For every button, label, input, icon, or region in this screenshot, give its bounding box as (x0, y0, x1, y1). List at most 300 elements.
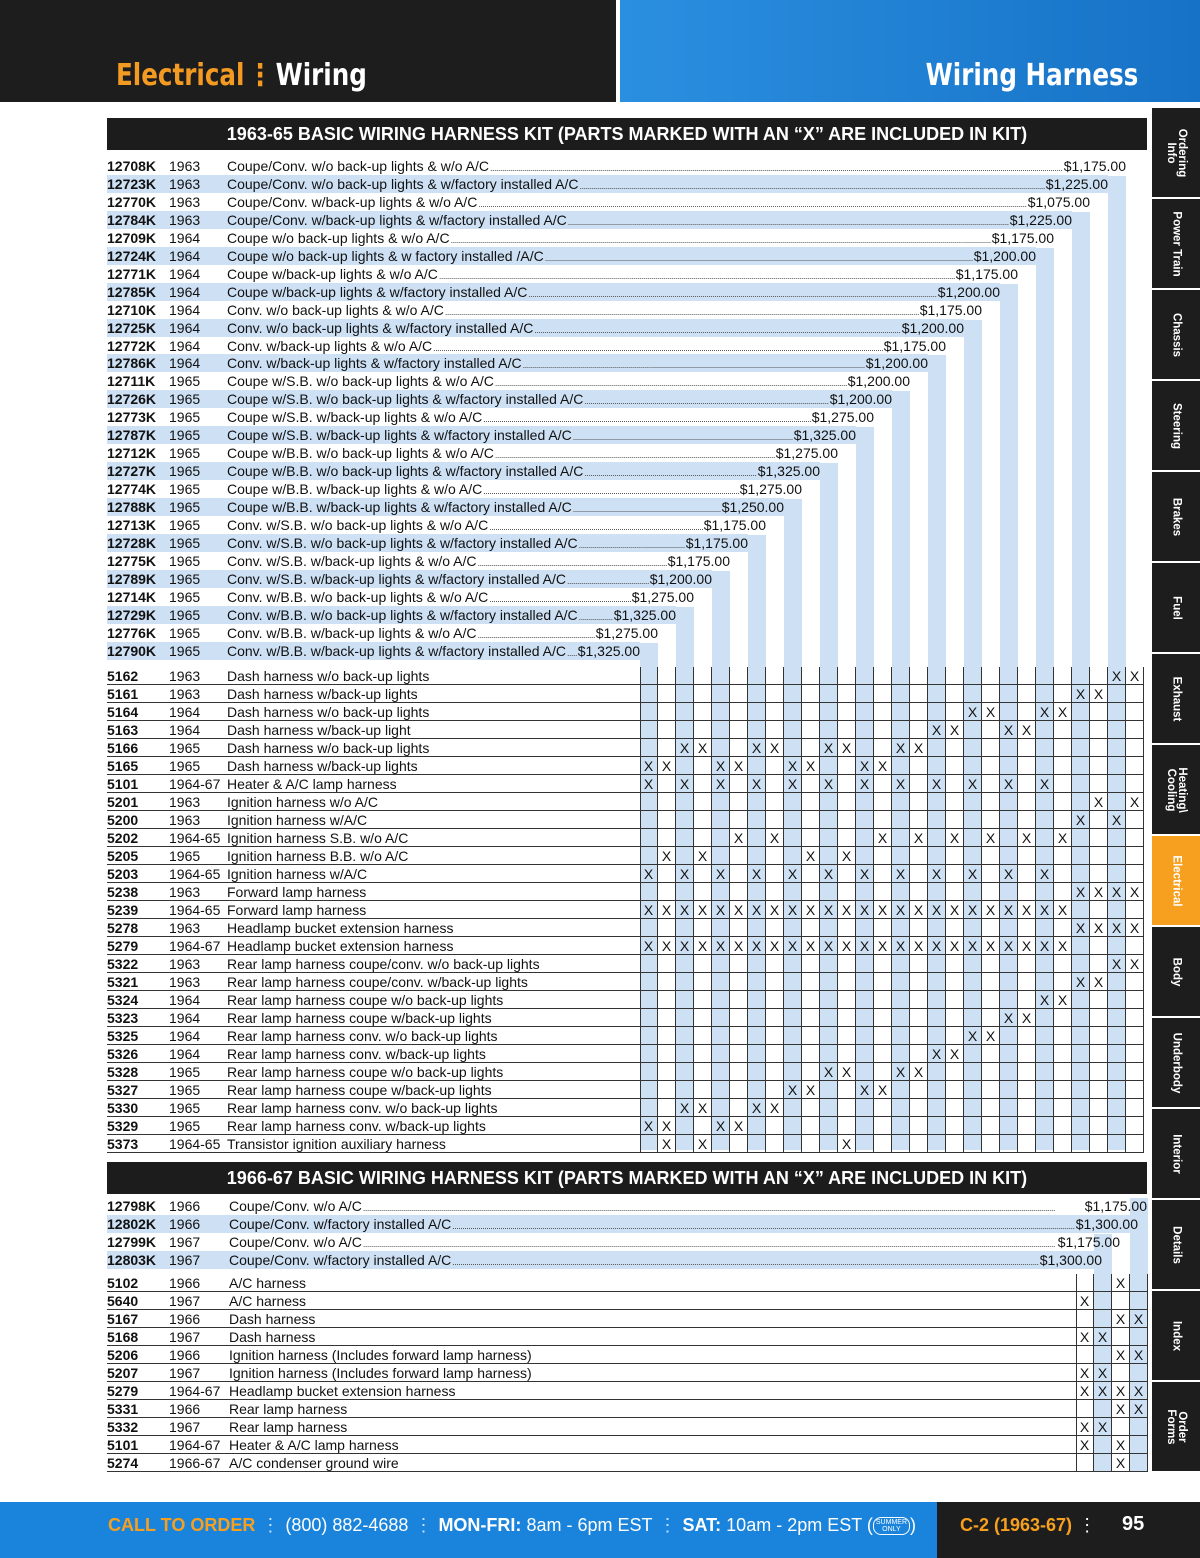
kit-cell (982, 685, 1000, 703)
kit-cell (694, 793, 712, 811)
kit-row (107, 265, 1018, 283)
kit-cell (712, 721, 730, 739)
kit-part-number: 12802K (107, 1216, 157, 1232)
kit-part-number: 12710K (107, 301, 157, 318)
kit-price: $1,225.00 (1009, 211, 1072, 228)
kit-cell (1000, 703, 1018, 721)
part-number: 5162 (107, 668, 139, 684)
dot-leader (567, 642, 577, 660)
kit-row (107, 1215, 1138, 1233)
kit-cell (874, 991, 892, 1009)
kit-cell (1000, 739, 1018, 757)
part-number: 5164 (107, 704, 139, 720)
included-mark: X (982, 829, 1000, 847)
kit-cell (1126, 703, 1144, 721)
kit-cell (748, 811, 766, 829)
kit-cell (766, 847, 784, 865)
kit-cell (856, 1117, 874, 1135)
kit-cell (1018, 1117, 1036, 1135)
included-mark: X (1054, 703, 1072, 721)
kit-cell (1018, 955, 1036, 973)
kit-cell (1108, 937, 1126, 955)
included-mark: X (1126, 919, 1144, 937)
kit-cell (820, 667, 838, 685)
kit-cell (640, 793, 658, 811)
sidebar-tab[interactable] (1152, 381, 1200, 472)
kit-cell (766, 1063, 784, 1081)
included-mark: X (784, 1081, 802, 1099)
kit-cell (676, 811, 694, 829)
included-mark: X (910, 937, 928, 955)
included-mark: X (640, 937, 658, 955)
kit-cell (1126, 739, 1144, 757)
page-title: Wiring Harness (925, 58, 1138, 93)
kit-cell (1108, 865, 1126, 883)
kit-cell (802, 883, 820, 901)
kit-cell (910, 793, 928, 811)
dot-leader (534, 319, 900, 337)
kit-cell (784, 1117, 802, 1135)
kit-cell (730, 793, 748, 811)
kit-cell (1108, 757, 1126, 775)
kit-desc-text: Conv. w/B.B. w/back-up lights & w/o A/C (227, 624, 477, 641)
kit-cell (928, 1117, 946, 1135)
kit-year: 1965 (169, 588, 201, 605)
kit-cell (1054, 1063, 1072, 1081)
part-year: 1964-65 (169, 866, 221, 882)
kit-cell (694, 1009, 712, 1027)
kit-cell (946, 1063, 964, 1081)
kit-cell (820, 1081, 838, 1099)
sidebar-tab[interactable] (1152, 1018, 1200, 1109)
kit-cell (892, 1099, 910, 1117)
kit-cell (1000, 793, 1018, 811)
part-number: 5325 (107, 1028, 139, 1044)
kit-cell (694, 667, 712, 685)
included-mark: X (694, 847, 712, 865)
included-mark: X (928, 721, 946, 739)
kit-cell (712, 847, 730, 865)
kit-cell (874, 973, 892, 991)
dot-leader (568, 211, 1009, 229)
kit-cell (784, 1099, 802, 1117)
kit-cell (838, 685, 856, 703)
grid-left-border (640, 667, 641, 1153)
kit-year: 1965 (169, 624, 201, 641)
part-description: Rear lamp harness conv. w/back-up lights (227, 1046, 486, 1062)
kit-cell (982, 919, 1000, 937)
included-mark: X (658, 901, 676, 919)
kit-cell (1108, 991, 1126, 1009)
kit-cell (1126, 829, 1144, 847)
included-mark: X (1112, 1400, 1130, 1418)
part-description: Dash harness (229, 1311, 316, 1327)
kit-cell (694, 1027, 712, 1045)
kit-cell (748, 955, 766, 973)
kit-cell (982, 757, 1000, 775)
kit-cell (784, 667, 802, 685)
kit-cell (676, 1063, 694, 1081)
kit-description (227, 319, 964, 337)
kit-price: $1,175.00 (883, 337, 946, 354)
kit-part-number: 12724K (107, 247, 157, 264)
part-year: 1964-67 (169, 938, 221, 954)
kit-desc-text: Coupe w/S.B. w/o back-up lights & w/o A/C (227, 373, 494, 390)
included-mark: X (658, 847, 676, 865)
kit-cell (676, 847, 694, 865)
included-mark: X (946, 901, 964, 919)
included-mark: X (856, 901, 874, 919)
part-description: Ignition harness w/A/C (227, 812, 368, 828)
kit-description (227, 175, 1108, 193)
part-number: 5207 (107, 1365, 139, 1381)
kit-cell (838, 883, 856, 901)
kit-cell (1054, 757, 1072, 775)
kit-part-number: 12772K (107, 337, 157, 354)
summer-text: SUMMER (875, 1519, 908, 1527)
included-mark: X (676, 937, 694, 955)
kit-cell (1054, 739, 1072, 757)
included-mark: X (748, 865, 766, 883)
kit-description (227, 301, 982, 319)
sidebar-tab[interactable] (1152, 1382, 1200, 1473)
kit-cell (676, 829, 694, 847)
part-row (107, 1400, 1148, 1418)
kit-cell (694, 973, 712, 991)
kit-part-number: 12728K (107, 534, 157, 551)
part-row (107, 1328, 1148, 1346)
kit-cell (1054, 685, 1072, 703)
kit-description (227, 390, 892, 408)
kit-part-number: 12713K (107, 517, 157, 533)
kit-cell (784, 847, 802, 865)
kit-cell (1018, 703, 1036, 721)
sidebar-tab[interactable] (1152, 1200, 1200, 1291)
kit-cell (1090, 1117, 1108, 1135)
kit-cell (856, 1135, 874, 1153)
kit-cell (784, 829, 802, 847)
kit-desc-text: Coupe w/o back-up lights & w/o A/C (227, 229, 450, 246)
kit-cell (676, 703, 694, 721)
kit-cell (856, 721, 874, 739)
kit-cell (1036, 1045, 1054, 1063)
kit-cell (982, 1009, 1000, 1027)
part-row (107, 1274, 1148, 1292)
sidebar-tab[interactable] (1152, 563, 1200, 654)
kit-cell (910, 1117, 928, 1135)
kit-part-number: 12786K (107, 355, 157, 372)
kit-cell (1036, 1081, 1054, 1099)
sidebar-tab[interactable] (1152, 745, 1200, 836)
kit-price: $1,075.00 (1027, 193, 1090, 210)
kit-cell (946, 991, 964, 1009)
kit-cell (1036, 829, 1054, 847)
part-year: 1964-67 (169, 776, 221, 792)
kit-row (107, 534, 748, 552)
sidebar-tab[interactable] (1152, 290, 1200, 381)
kit-cell (964, 991, 982, 1009)
kit-cell (964, 829, 982, 847)
grid-left-border (1076, 1274, 1077, 1472)
kit-cell (1072, 955, 1090, 973)
kit-cell (982, 1081, 1000, 1099)
kit-cell (784, 1027, 802, 1045)
kit-cell (676, 793, 694, 811)
kit-cell (1054, 667, 1072, 685)
kit-cell (1018, 667, 1036, 685)
dot-leader (567, 570, 649, 588)
sidebar-tab[interactable] (1152, 1109, 1200, 1200)
kit-cell (892, 1135, 910, 1153)
kit-cell (712, 811, 730, 829)
kit-cell (748, 1081, 766, 1099)
included-mark: X (658, 1117, 676, 1135)
kit-cell (1000, 919, 1018, 937)
kit-cell (946, 685, 964, 703)
kit-cell (784, 1045, 802, 1063)
kit-cell (748, 1117, 766, 1135)
kit-cell (928, 757, 946, 775)
sidebar-tab-label: Exhaust (1170, 676, 1183, 721)
kit-cell (892, 1081, 910, 1099)
kit-cell (1090, 937, 1108, 955)
kit-cell (802, 1135, 820, 1153)
part-number: 5321 (107, 974, 139, 990)
part-number: 5328 (107, 1064, 139, 1080)
kit-cell (910, 865, 928, 883)
kit-cell (892, 829, 910, 847)
part-year: 1966 (169, 1311, 201, 1327)
kit-cell (892, 955, 910, 973)
category-title (116, 58, 367, 93)
part-description: Rear lamp harness conv. w/o back-up lights (227, 1100, 498, 1116)
kit-cell (820, 1027, 838, 1045)
part-year: 1963 (169, 920, 201, 936)
kit-cell (1076, 1454, 1094, 1472)
kit-cell (784, 973, 802, 991)
kit-cell (1054, 793, 1072, 811)
kit-cell (910, 1081, 928, 1099)
kit-cell (928, 685, 946, 703)
kit-cell (1090, 703, 1108, 721)
kit-cell (1090, 1135, 1108, 1153)
kit-cell (694, 811, 712, 829)
kit-cell (784, 1009, 802, 1027)
kit-cell (1130, 1328, 1148, 1346)
kit-cell (1054, 1135, 1072, 1153)
kit-cell (1000, 1099, 1018, 1117)
part-year: 1964-65 (169, 1136, 221, 1152)
included-mark: X (838, 901, 856, 919)
kit-cell (694, 883, 712, 901)
kit-cell (874, 793, 892, 811)
kit-cell (676, 685, 694, 703)
sidebar-tab[interactable] (1152, 472, 1200, 563)
kit-cell (730, 685, 748, 703)
kit-cell (712, 973, 730, 991)
kit-cell (820, 1135, 838, 1153)
kit-cell (874, 739, 892, 757)
kit-cell (1072, 829, 1090, 847)
kit-cell (910, 883, 928, 901)
kit-cell (1072, 1081, 1090, 1099)
kit-cell (1126, 1027, 1144, 1045)
kit-cell (1072, 1117, 1090, 1135)
kit-cell (946, 1117, 964, 1135)
kit-cell (802, 775, 820, 793)
kit-cell (892, 1045, 910, 1063)
included-mark: X (748, 739, 766, 757)
kit-cell (802, 955, 820, 973)
kit-cell (1130, 1454, 1148, 1472)
kit-cell (640, 721, 658, 739)
kit-description (227, 534, 748, 552)
kit-row (107, 1233, 1120, 1251)
dot-leader (584, 390, 828, 408)
kit-cell (694, 775, 712, 793)
kit-part-number: 12784K (107, 211, 157, 228)
kit-row (107, 624, 658, 642)
part-number: 5202 (107, 830, 139, 846)
kit-row (107, 354, 928, 372)
kit-price: $1,175.00 (991, 229, 1054, 246)
kit-cell (946, 1009, 964, 1027)
part-number: 5329 (107, 1118, 139, 1134)
part-number: 5322 (107, 956, 139, 972)
kit-cell (1126, 973, 1144, 991)
included-mark: X (1130, 1400, 1148, 1418)
kit-cell (838, 667, 856, 685)
kit-cell (856, 955, 874, 973)
kit-description (227, 498, 784, 516)
kit-row (107, 229, 1054, 247)
kit-cell (874, 847, 892, 865)
sidebar-tab[interactable] (1152, 927, 1200, 1018)
included-mark: X (856, 775, 874, 793)
sidebar-tab[interactable] (1152, 836, 1200, 927)
kit-cell (712, 1009, 730, 1027)
part-year: 1967 (169, 1365, 201, 1381)
kit-cell (856, 1045, 874, 1063)
kit-cell (676, 955, 694, 973)
kit-cell (712, 955, 730, 973)
kit-cell (910, 955, 928, 973)
sidebar-tab-label: Interior (1170, 1133, 1183, 1174)
part-number: 5168 (107, 1329, 139, 1345)
included-mark: X (748, 1099, 766, 1117)
included-mark: X (640, 757, 658, 775)
included-mark: X (910, 739, 928, 757)
included-mark: X (712, 1117, 730, 1135)
kit-cell (1000, 973, 1018, 991)
dot-leader (452, 1215, 1074, 1233)
included-mark: X (1036, 703, 1054, 721)
saturday-label: SAT: (682, 1515, 722, 1535)
section-title: 1963-65 BASIC WIRING HARNESS KIT (PARTS MARKED WITH AN “X” ARE INCLUDED IN KIT) (107, 118, 1147, 150)
sidebar-tab[interactable] (1152, 654, 1200, 745)
included-mark: X (1076, 1292, 1094, 1310)
kit-part-number: 12729K (107, 606, 157, 623)
kit-cell (874, 685, 892, 703)
kit-price: $1,200.00 (901, 319, 964, 336)
part-number: 5201 (107, 794, 139, 810)
sidebar-tab[interactable] (1152, 199, 1200, 290)
kit-part-number: 12776K (107, 624, 157, 641)
kit-cell (712, 829, 730, 847)
kit-cell (766, 919, 784, 937)
included-mark: X (1018, 1009, 1036, 1027)
kit-cell (856, 685, 874, 703)
kit-cell (1126, 991, 1144, 1009)
included-mark: X (946, 829, 964, 847)
kit-cell (640, 991, 658, 1009)
part-number: 5331 (107, 1401, 139, 1417)
kit-cell (1072, 703, 1090, 721)
kit-cell (712, 739, 730, 757)
kit-cell (1036, 973, 1054, 991)
kit-cell (838, 1117, 856, 1135)
kit-cell (982, 1045, 1000, 1063)
included-mark: X (1018, 829, 1036, 847)
included-mark: X (748, 937, 766, 955)
kit-year: 1965 (169, 427, 201, 444)
included-mark: X (982, 937, 1000, 955)
kit-cell (802, 829, 820, 847)
kit-cell (982, 739, 1000, 757)
kit-cell (766, 811, 784, 829)
kit-cell (1054, 1081, 1072, 1099)
kit-description (229, 1233, 1120, 1251)
kit-cell (1108, 847, 1126, 865)
kit-cell (748, 883, 766, 901)
sidebar-tab[interactable] (1152, 1291, 1200, 1382)
kit-cell (1108, 685, 1126, 703)
part-year: 1964-65 (169, 902, 221, 918)
included-mark: X (802, 937, 820, 955)
part-number: 5101 (107, 1437, 139, 1453)
phone-number[interactable]: (800) 882-4688 (285, 1515, 409, 1535)
kit-cell (1090, 901, 1108, 919)
kit-cell (946, 973, 964, 991)
part-description: Dash harness w/back-up light (227, 722, 411, 738)
kit-cell (712, 685, 730, 703)
kit-desc-text: Conv. w/back-up lights & w/factory installed A/C (227, 355, 522, 372)
kit-cell (1018, 883, 1036, 901)
included-mark: X (1130, 1310, 1148, 1328)
included-mark: X (1054, 829, 1072, 847)
part-row (107, 1292, 1148, 1310)
kit-cell (874, 811, 892, 829)
kit-row (107, 337, 946, 355)
kit-cell (1054, 883, 1072, 901)
kit-cell (964, 847, 982, 865)
part-number: 5279 (107, 938, 139, 954)
kit-cell (820, 829, 838, 847)
part-number: 5330 (107, 1100, 139, 1116)
sidebar-tab[interactable] (1152, 108, 1200, 199)
kit-cell (1018, 1135, 1036, 1153)
kit-cell (658, 1099, 676, 1117)
kit-desc-text: Coupe/Conv. w/o A/C (229, 1234, 362, 1250)
included-mark: X (676, 865, 694, 883)
kit-cell (964, 955, 982, 973)
kit-cell (820, 919, 838, 937)
weekday-label: MON-FRI: (438, 1515, 522, 1535)
part-year: 1965 (169, 758, 201, 774)
kit-part-number: 12785K (107, 283, 157, 300)
kit-cell (640, 1027, 658, 1045)
included-mark: X (802, 757, 820, 775)
